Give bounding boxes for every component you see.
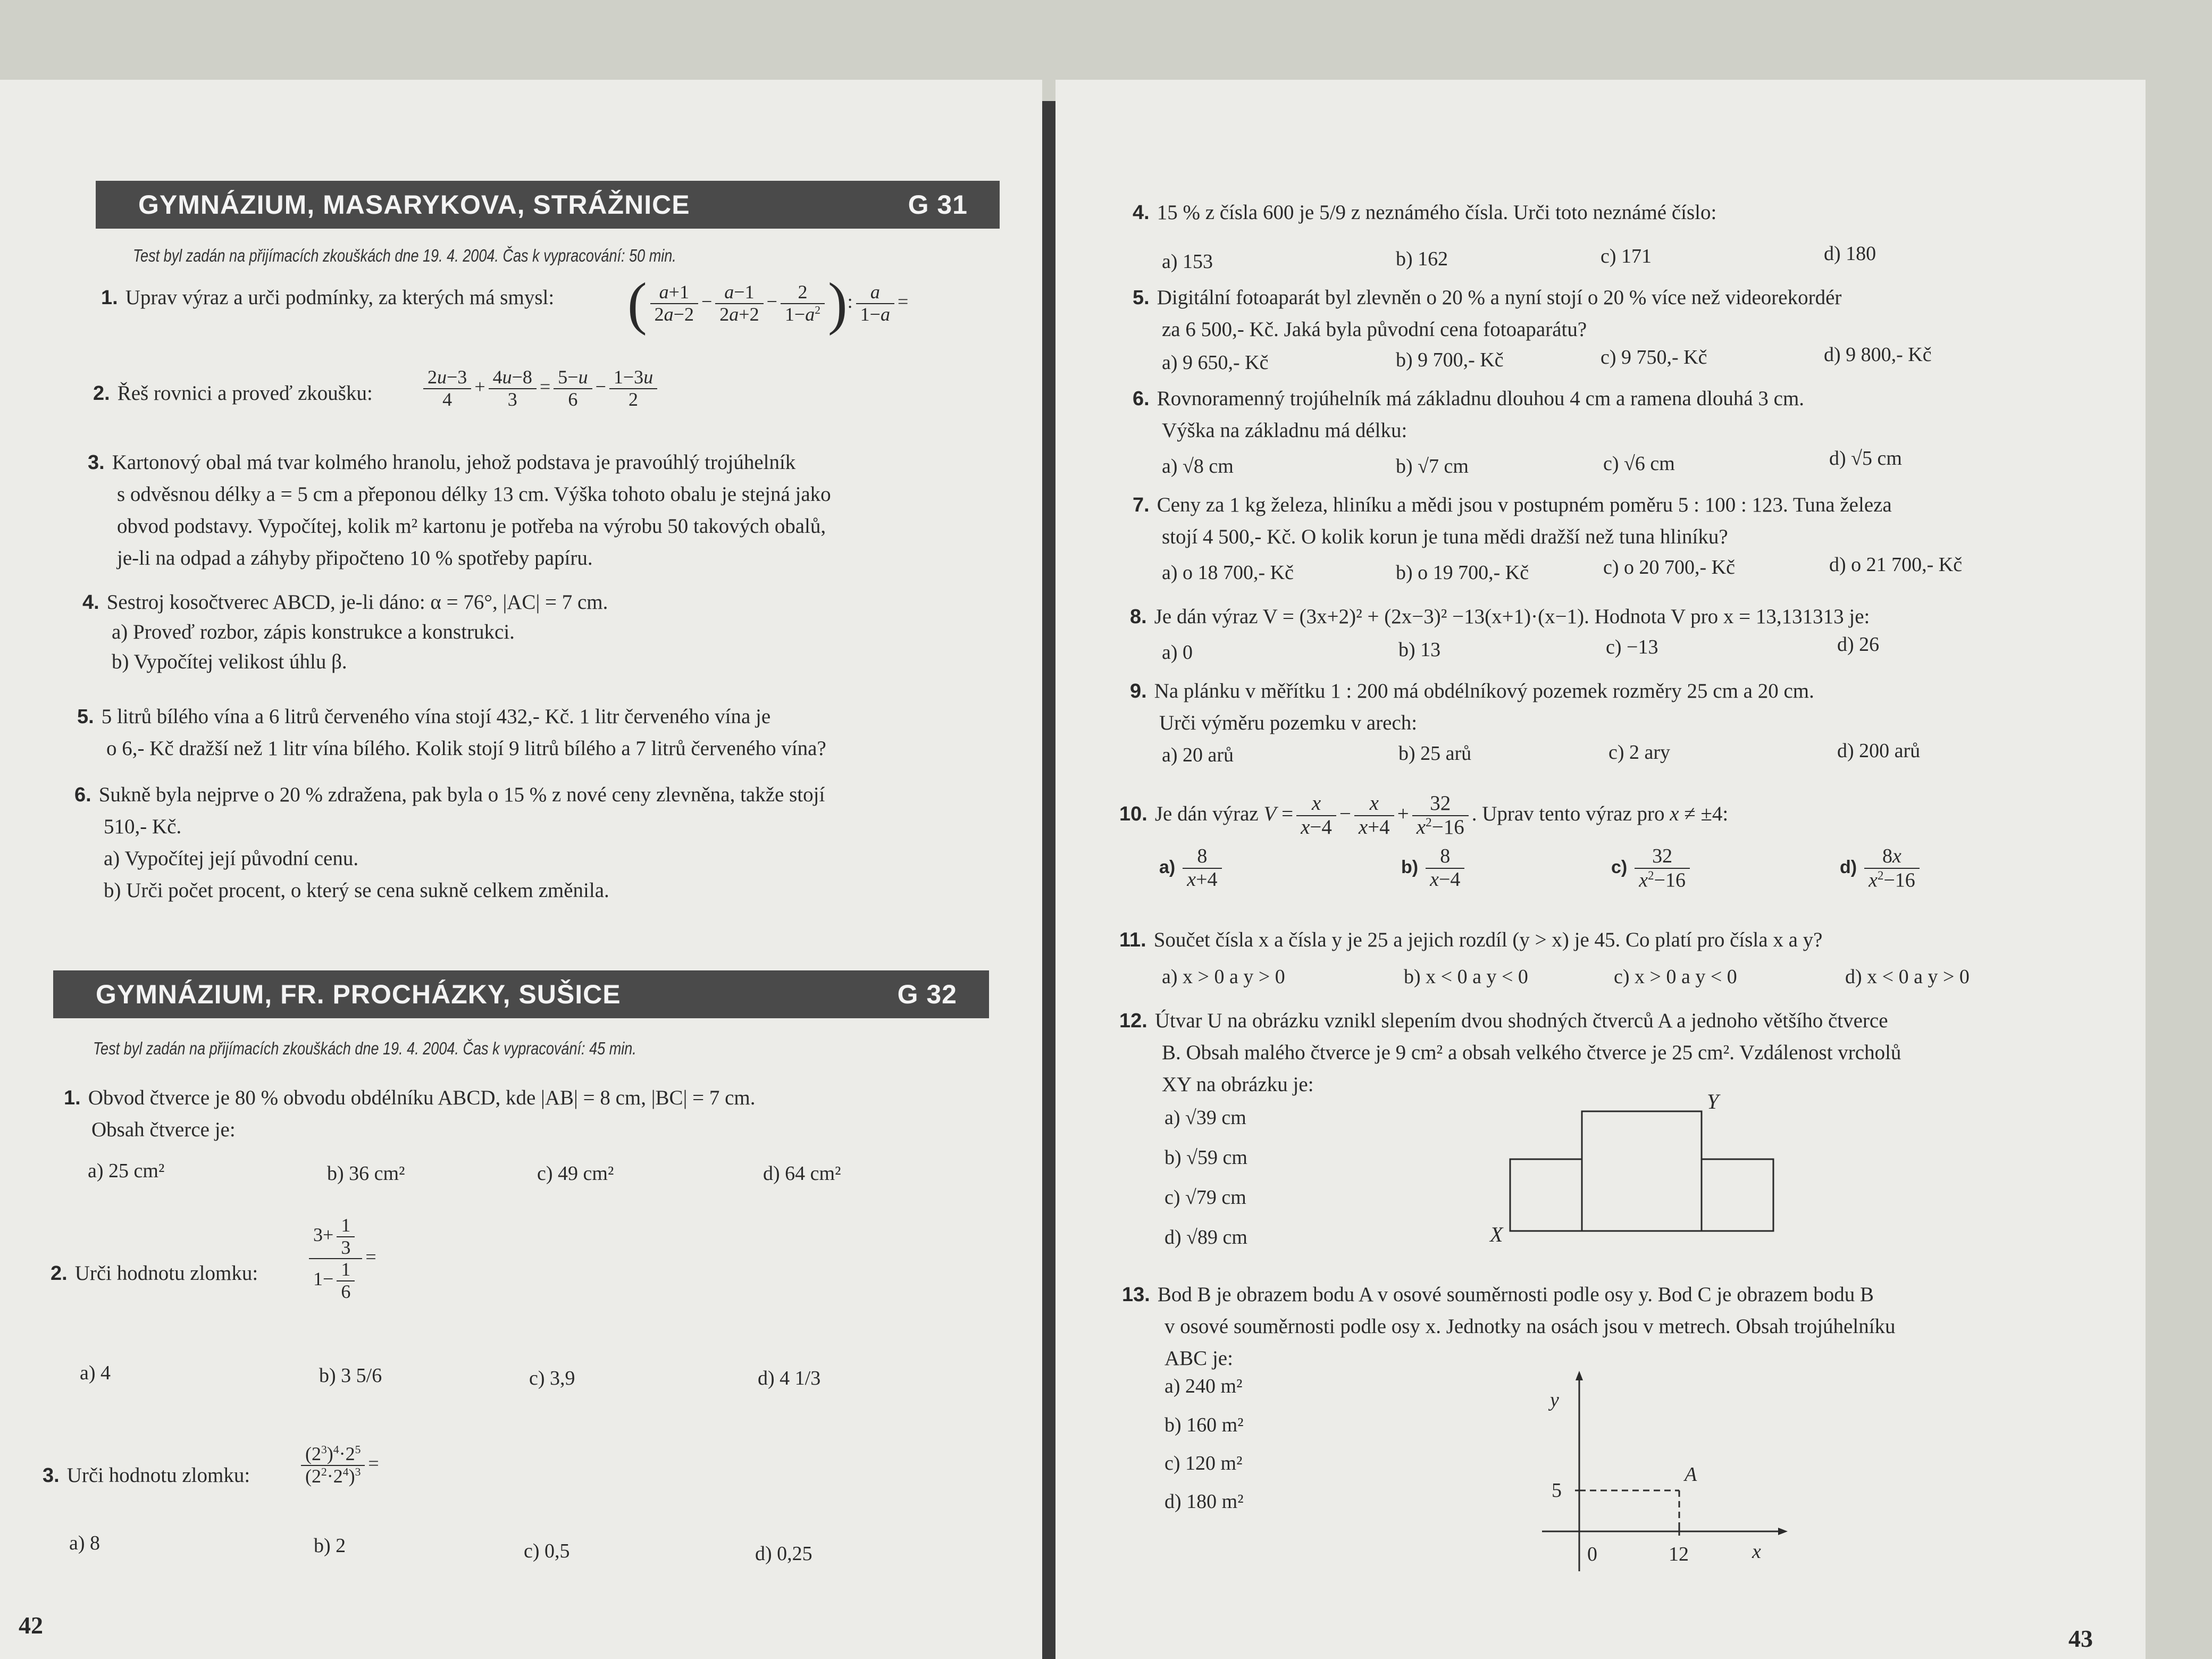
test-note-g32: Test byl zadán na přijímacích zkouškách dne 19. 4. 2004. Čas k vypracování: 45 min.	[93, 1038, 636, 1058]
option: b) 36 cm²	[327, 1162, 405, 1185]
option: a) $\frac{8}{x+4}$	[1159, 845, 1225, 891]
banner-title: GYMNÁZIUM, MASARYKOVA, STRÁŽNICE	[138, 190, 690, 220]
origin-label: 0	[1587, 1543, 1597, 1565]
option: d) 200 arů	[1837, 740, 1921, 762]
question-line: s odvěsnou délky a = 5 cm a přeponou délky 13 cm. Výška tohoto obalu je stejná jako	[117, 483, 831, 506]
vertex-y-label: Y	[1707, 1090, 1719, 1113]
y-axis-arrow	[1576, 1371, 1583, 1380]
option: c) 3,9	[529, 1367, 575, 1389]
question-line: Urči výměru pozemku v arech:	[1159, 711, 1418, 734]
question-text: Součet čísla x a čísla y je 25 a jejich rozdíl (y > x) je 45. Co platí pro čísla x a y?	[1153, 928, 1823, 951]
question-text: Urči hodnotu zlomku:	[66, 1464, 250, 1487]
question-number: 12.	[1119, 1010, 1147, 1032]
question-g31-5	[77, 701, 826, 765]
option: a) 9 650,- Kč	[1162, 351, 1269, 374]
option: b) 9 700,- Kč	[1396, 349, 1504, 371]
option: d) 180	[1824, 242, 1876, 265]
question-text: Urči hodnotu zlomku:	[74, 1262, 258, 1285]
math-g32-2: 3+ $\frac{1}{3}$ 1− $\frac{1}{6}$ =	[306, 1215, 376, 1302]
banner-code: G 32	[897, 979, 957, 1009]
question-line: Ceny za 1 kg železa, hliníku a mědi jsou v postupném poměru 5 : 100 : 123. Tuna železa	[1157, 493, 1892, 516]
option: a) x > 0 a y > 0	[1162, 966, 1285, 988]
question-r-6	[1133, 383, 1804, 447]
option: b) $\frac{8}{x-4}$	[1401, 845, 1468, 891]
question-g31-1	[101, 282, 554, 314]
question-text: Řeš rovnici a proveď zkoušku:	[117, 382, 373, 405]
option: b) 25 arů	[1398, 742, 1472, 765]
option: c) 171	[1601, 245, 1652, 267]
question-number: 8.	[1130, 606, 1147, 628]
option: a) √39 cm	[1164, 1107, 1246, 1129]
book-spine	[1042, 101, 1055, 1659]
question-line: v osové souměrnosti podle osy x. Jednotky na osách jsou v metrech. Obsah trojúhelníku	[1164, 1315, 1896, 1338]
option: c) o 20 700,- Kč	[1603, 556, 1735, 579]
question-g31-6	[74, 779, 825, 907]
option: d) 0,25	[755, 1543, 812, 1565]
question-r-7	[1133, 489, 1892, 553]
option: d) 26	[1837, 633, 1880, 656]
option: a) 4	[80, 1362, 111, 1384]
question-number: 3.	[43, 1464, 60, 1487]
option: d) 64 cm²	[763, 1162, 841, 1185]
question-line: Sukně byla nejprve o 20 % zdražena, pak byla o 15 % z nové ceny zlevněna, takže stojí	[98, 783, 825, 806]
banner-g32	[53, 970, 989, 1018]
question-line: Rovnoramenný trojúhelník má základnu dlouhou 4 cm a ramena dlouhá 3 cm.	[1157, 387, 1805, 410]
option: c) $\frac{32}{x^2-16}$	[1611, 845, 1693, 892]
option: b) 2	[314, 1535, 346, 1557]
question-g31-3	[88, 447, 831, 574]
large-square	[1582, 1111, 1702, 1231]
question-number: 5.	[1133, 287, 1150, 309]
question-line: 510,- Kč.	[104, 815, 182, 838]
question-line: za 6 500,- Kč. Jaká byla původní cena fotoaparátu?	[1162, 318, 1587, 341]
y-axis-label: y	[1550, 1389, 1559, 1411]
option: b) 162	[1396, 248, 1448, 270]
question-r-4	[1133, 197, 1716, 229]
question-line: je-li na odpad a záhyby připočteno 10 % spotřeby papíru.	[117, 547, 593, 569]
banner-title: GYMNÁZIUM, FR. PROCHÁZKY, SUŠICE	[96, 979, 621, 1009]
question-line: Výška na základnu má délku:	[1162, 419, 1407, 442]
option: d) 9 800,- Kč	[1824, 343, 1932, 366]
vertex-x-label: X	[1490, 1222, 1503, 1246]
option: c) √79 cm	[1164, 1186, 1246, 1209]
question-line: o 6,- Kč dražší než 1 litr vína bílého. Kolik stojí 9 litrů bílého a 7 litrů červeného vína?	[106, 737, 826, 760]
option: a) o 18 700,- Kč	[1162, 562, 1294, 584]
option: c) 49 cm²	[537, 1162, 614, 1185]
x-axis-label: x	[1752, 1540, 1761, 1563]
option: a) 0	[1162, 641, 1193, 664]
option: c) 120 m²	[1164, 1452, 1243, 1474]
question-number: 5.	[77, 706, 94, 728]
option: b) √7 cm	[1396, 455, 1469, 477]
option: d) √5 cm	[1829, 447, 1902, 470]
question-line: Obvod čtverce je 80 % obvodu obdélníku ABCD, kde |AB| = 8 cm, |BC| = 7 cm.	[88, 1086, 756, 1109]
question-line: Digitální fotoaparát byl zlevněn o 20 % a nyní stojí o 20 % více než videorekordér	[1157, 286, 1842, 309]
question-r-5	[1133, 282, 1841, 346]
question-line: Útvar U na obrázku vznikl slepením dvou shodných čtverců A a jednoho většího čtverce	[1154, 1009, 1888, 1032]
question-number: 7.	[1133, 494, 1150, 516]
option: b) 3 5/6	[319, 1364, 382, 1387]
question-line: Bod B je obrazem bodu A v osové souměrnosti podle osy y. Bod C je obrazem bodu B	[1157, 1283, 1874, 1306]
page-number-left: 42	[19, 1612, 43, 1639]
small-square-left	[1510, 1159, 1582, 1231]
option: c) x > 0 a y < 0	[1614, 966, 1737, 988]
option: d) x < 0 a y > 0	[1845, 966, 1970, 988]
question-number: 11.	[1119, 929, 1146, 951]
option: a) 240 m²	[1164, 1375, 1243, 1397]
option: b) o 19 700,- Kč	[1396, 562, 1529, 584]
option: b) 13	[1398, 639, 1441, 661]
page-number-right: 43	[2068, 1625, 2093, 1652]
option: d) 180 m²	[1164, 1490, 1244, 1513]
question-r-10: 10. Je dán výraz V = $\frac{x}{x-4}$ − $\frac{x}{x+4}$ + $\frac{32}{x^2-16}$ . Uprav tento výraz pro x ≠ ±4:	[1119, 792, 1729, 839]
option: c) 2 ary	[1608, 741, 1671, 764]
question-r-11	[1119, 924, 1822, 956]
question-number: 3.	[88, 451, 105, 474]
question-r-9	[1130, 675, 1814, 739]
question-number: 4.	[82, 591, 99, 614]
small-square-right	[1702, 1159, 1773, 1231]
option: d) √89 cm	[1164, 1226, 1247, 1249]
question-line: b) Urči počet procent, o který se cena sukně celkem změnila.	[104, 879, 609, 902]
question-line: stojí 4 500,- Kč. O kolik korun je tuna mědi dražší než tuna hliníku?	[1162, 525, 1728, 548]
option: c) √6 cm	[1603, 453, 1675, 475]
point-a-label: A	[1685, 1463, 1697, 1486]
x-axis-arrow	[1778, 1528, 1788, 1535]
option: a) √8 cm	[1162, 455, 1234, 477]
option: d) $\frac{8x}{x^2-16}$	[1840, 845, 1923, 892]
question-text: Uprav výraz a urči podmínky, za kterých má smysl:	[125, 286, 555, 309]
question-number: 2.	[51, 1262, 68, 1285]
question-line: obvod podstavy. Vypočítej, kolik m² kartonu je potřeba na výrobu 50 takových obalů,	[117, 515, 826, 538]
question-number: 13.	[1122, 1284, 1150, 1306]
question-g31-2	[93, 378, 373, 409]
coordinate-figure	[1542, 1367, 1797, 1579]
question-number: 10.	[1119, 802, 1147, 825]
math-g31-1: ( $\frac{a+1}{2a-2}$ − $\frac{a-1}{2a+2}$ − $\frac{2}{1-a^2}$ ): $\frac{a}{1-a}$ =	[627, 271, 909, 336]
question-number: 6.	[1133, 388, 1150, 410]
question-text: 15 % z čísla 600 je 5/9 z neznámého čísla. Urči toto neznámé číslo:	[1157, 201, 1717, 224]
question-g32-1	[64, 1082, 756, 1146]
question-line: Na plánku v měřítku 1 : 200 má obdélníkový pozemek rozměry 25 cm a 20 cm.	[1154, 680, 1814, 702]
question-r-8	[1130, 601, 1870, 633]
option: d) o 21 700,- Kč	[1829, 554, 1963, 576]
option: a) 20 arů	[1162, 744, 1234, 766]
question-line: a) Vypočítej její původní cenu.	[104, 847, 359, 870]
option: c) 9 750,- Kč	[1601, 346, 1707, 368]
question-line: Kartonový obal má tvar kolmého hranolu, jehož podstava je pravoúhlý trojúhelník	[112, 451, 796, 474]
math-g31-2: $\frac{2u-3}{4}$ + $\frac{4u-8}{3}$ = $\frac{5-u}{6}$ − $\frac{1-3u}{2}$	[420, 367, 660, 410]
question-number: 1.	[101, 287, 118, 309]
banner-g31	[96, 181, 1000, 229]
option: b) x < 0 a y < 0	[1404, 966, 1528, 988]
question-number: 1.	[64, 1087, 81, 1109]
option: a) 25 cm²	[88, 1160, 165, 1182]
question-line: Obsah čtverce je:	[91, 1118, 236, 1141]
test-note-g31: Test byl zadán na přijímacích zkouškách dne 19. 4. 2004. Čas k vypracování: 50 min.	[133, 246, 676, 265]
question-number: 2.	[93, 382, 110, 405]
squares-figure	[1478, 1085, 1787, 1255]
banner-code: G 31	[908, 190, 968, 220]
question-line: XY na obrázku je:	[1162, 1073, 1314, 1096]
question-text: Je dán výraz V = (3x+2)² + (2x−3)² −13(x+1)·(x−1). Hodnota V pro x = 13,131313 je:	[1154, 605, 1870, 628]
question-r-13	[1122, 1279, 1896, 1375]
option: c) 0,5	[524, 1540, 570, 1562]
question-line: B. Obsah malého čtverce je 9 cm² a obsah velkého čtverce je 25 cm². Vzdálenost vrcholů	[1162, 1041, 1901, 1064]
option: b) √59 cm	[1164, 1146, 1247, 1169]
expression-prefix: Je dán výraz V =	[1154, 802, 1294, 825]
question-line: b) Vypočítej velikost úhlu β.	[112, 650, 347, 673]
expression-suffix: . Uprav tento výraz pro x ≠ ±4:	[1471, 802, 1729, 825]
y-tick-label: 5	[1552, 1479, 1562, 1502]
option: d) 4 1/3	[758, 1367, 821, 1389]
question-line: a) Proveď rozbor, zápis konstrukce a konstrukci.	[112, 621, 515, 643]
question-number: 6.	[74, 784, 91, 806]
question-line: ABC je:	[1164, 1347, 1233, 1370]
x-tick-label: 12	[1669, 1543, 1689, 1565]
option: b) 160 m²	[1164, 1414, 1244, 1436]
option: c) −13	[1606, 636, 1658, 658]
question-line: Sestroj kosočtverec ABCD, je-li dáno: α = 76°, |AC| = 7 cm.	[106, 591, 608, 614]
option: a) 153	[1162, 250, 1213, 273]
math-g32-3: $\frac{(2^3)^4\cdot 2^5}{(2^2\cdot 2^4)^3}$ =	[298, 1444, 379, 1487]
question-g31-4	[82, 588, 608, 677]
question-number: 9.	[1130, 680, 1147, 702]
question-line: 5 litrů bílého vína a 6 litrů červeného vína stojí 432,- Kč. 1 litr červeného vína je	[101, 705, 771, 728]
question-g32-3	[43, 1460, 250, 1492]
question-g32-2	[51, 1258, 258, 1289]
question-number: 4.	[1133, 202, 1150, 224]
option: a) 8	[69, 1532, 100, 1554]
